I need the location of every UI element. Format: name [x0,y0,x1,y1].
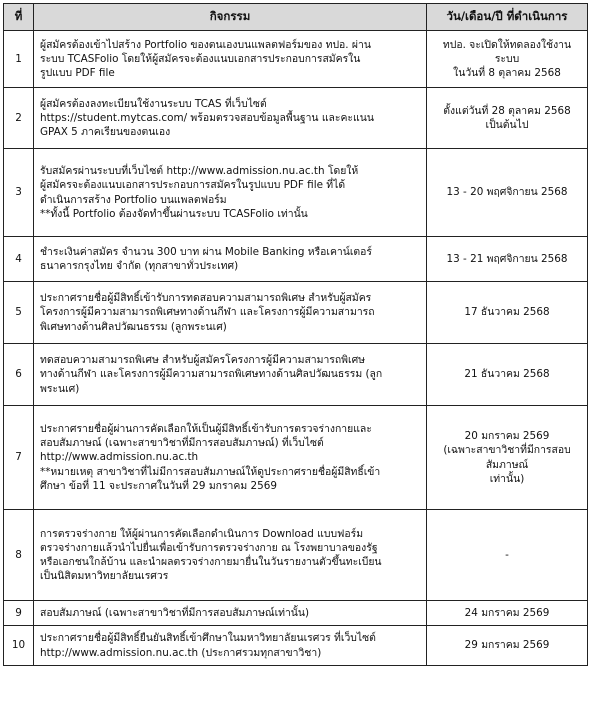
row-number: 2 [4,88,34,149]
date-cell [427,31,588,88]
date-line: ทปอ. จะเปิดให้ทดลองใช้งานระบบ [442,38,572,65]
header-row [4,4,588,31]
activity-cell [34,344,427,406]
header-activity: กิจกรรม [34,4,427,31]
header-date: วัน/เดือน/ปี ที่ดำเนินการ [427,4,588,31]
activity-line: ดำเนินการสร้าง Portfolio บนแพลตฟอร์ม [40,193,227,206]
table-row [4,626,588,666]
activity-cell [34,510,427,601]
table-row [4,31,588,88]
activity-line: ชำระเงินค่าสมัคร จำนวน 300 บาท ผ่าน Mobile Banking หรือเคาน์เตอร์ [40,245,372,258]
activity-line: https://student.mytcas.com/ พร้อมตรวจสอบข้อมูลพื้นฐาน และคะแนน [40,111,374,124]
table-row [4,406,588,510]
row-number: 6 [4,344,34,406]
activity-line: ศึกษา ข้อที่ 11 จะประกาศในวันที่ 29 มกราคม 2569 [40,479,277,492]
date-cell [427,237,588,282]
activity-line: การตรวจร่างกาย ให้ผู้ผ่านการคัดเลือกดำเนินการ Download แบบฟอร์ม [40,527,364,540]
date-line: (เฉพาะสาขาวิชาที่มีการสอบสัมภาษณ์ [443,444,571,471]
row-number: 4 [4,237,34,282]
row-number: 5 [4,282,34,344]
activity-line: ผู้สมัครต้องเข้าไปสร้าง Portfolio ของตนเองบนแพลตฟอร์มของ ทปอ. ผ่าน [40,38,371,51]
activity-cell [34,406,427,510]
activity-line: พระนเศ) [40,382,80,395]
activity-cell [34,149,427,237]
row-number: 3 [4,149,34,237]
activity-line: ตรวจร่างกายแล้วนำไปยื่นเพื่อเข้ารับการตรวจร่างกาย ณ โรงพยาบาลของรัฐ [40,541,378,554]
schedule-table [3,3,588,666]
date-line: - [505,548,509,561]
date-cell [427,344,588,406]
table-row [4,237,588,282]
activity-line: สอบสัมภาษณ์ (เฉพาะสาขาวิชาที่มีการสอบสัมภาษณ์) ที่เว็บไซต์ [40,437,324,450]
date-line: เป็นต้นไป [485,119,529,131]
date-line: 17 ธันวาคม 2568 [464,306,550,319]
date-line: 21 ธันวาคม 2568 [464,368,550,381]
date-cell [427,601,588,626]
activity-line: **หมายเหตุ สาขาวิชาที่ไม่มีการสอบสัมภาษณ์ให้ดูประกาศรายชื่อผู้มีสิทธิ์เข้า [40,465,381,478]
activity-line: ผู้สมัครจะต้องแนบเอกสารประกอบการสมัครในรูปแบบ PDF file ที่ได้ [40,179,346,192]
activity-cell [34,626,427,666]
date-line: เท่านั้น) [489,472,525,485]
date-cell [427,282,588,344]
date-line: ตั้งแต่วันที่ 28 ตุลาคม 2568 [443,104,571,117]
table-row [4,344,588,406]
table-row [4,149,588,237]
activity-cell [34,237,427,282]
table-row [4,282,588,344]
date-cell [427,149,588,237]
date-cell [427,88,588,149]
date-line: ในวันที่ 8 ตุลาคม 2568 [453,67,561,80]
activity-line: ทดสอบความสามารถพิเศษ สำหรับผู้สมัครโครงการผู้มีความสามารถพิเศษ [40,354,366,367]
table-row [4,601,588,626]
date-line: 13 - 21 พฤศจิกายน 2568 [446,252,568,265]
date-line: 13 - 20 พฤศจิกายน 2568 [446,186,568,199]
activity-line: รูปแบบ PDF file [40,67,115,80]
row-number: 7 [4,406,34,510]
activity-line: ระบบ TCASFolio โดยให้ผู้สมัครจะต้องแนบเอกสารประกอบการสมัครใน [40,52,361,65]
activity-line: พิเศษทางด้านศิลปวัฒนธรรม (ลูกพระนเศ) [40,320,227,333]
activity-line: สอบสัมภาษณ์ (เฉพาะสาขาวิชาที่มีการสอบสัมภาษณ์เท่านั้น) [40,606,310,619]
activity-line: โครงการผู้มีความสามารถพิเศษทางด้านกีฬา และโครงการผู้มีความสามารถ [40,306,375,319]
date-cell [427,510,588,601]
activity-line: หรือเอกชนใกล้บ้าน และนำผลตรวจร่างกายมายื่นในวันรายงานตัวขึ้นทะเบียน [40,556,382,568]
activity-cell [34,31,427,88]
table-row [4,510,588,601]
activity-line: ทางด้านกีฬา และโครงการผู้มีความสามารถพิเศษทางด้านศิลปวัฒนธรรม (ลูก [40,368,383,381]
date-line: 29 มกราคม 2569 [464,639,550,652]
activity-line: ประกาศรายชื่อผู้มีสิทธิ์ยืนยันสิทธิ์เข้าศึกษาในมหาวิทยาลัยนเรศวร ที่เว็บไซต์ [40,632,376,645]
date-line: 20 มกราคม 2569 [464,430,550,443]
activity-line: ประกาศรายชื่อผู้มีสิทธิ์เข้ารับการทดสอบความสามารถพิเศษ สำหรับผู้สมัคร [40,292,372,305]
activity-line: ธนาคารกรุงไทย จำกัด (ทุกสาขาทั่วประเทศ) [40,260,239,272]
activity-line: GPAX 5 ภาคเรียนของตนเอง [40,126,171,139]
activity-cell [34,601,427,626]
activity-line: เป็นนิสิตมหาวิทยาลัยนเรศวร [40,570,169,583]
activity-line: ผู้สมัครต้องลงทะเบียนใช้งานระบบ TCAS ที่เว็บไซต์ [40,97,267,110]
activity-cell [34,282,427,344]
row-number: 1 [4,31,34,88]
table-row [4,88,588,149]
header-no: ที่ [4,4,34,31]
activity-line: http://www.admission.nu.ac.th (ประกาศรวมทุกสาขาวิชา) [40,646,322,659]
date-line: 24 มกราคม 2569 [464,606,550,619]
activity-line: รับสมัครผ่านระบบที่เว็บไซต์ http://www.admission.nu.ac.th โดยให้ [40,165,359,178]
row-number: 8 [4,510,34,601]
row-number: 9 [4,601,34,626]
activity-line: **ทั้งนี้ Portfolio ต้องจัดทำขึ้นผ่านระบบ TCASFolio เท่านั้น [40,207,308,220]
date-cell [427,626,588,666]
activity-line: ประกาศรายชื่อผู้ผ่านการคัดเลือกให้เป็นผู้มีสิทธิ์เข้ารับการตรวจร่างกายและ [40,423,372,436]
activity-line: http://www.admission.nu.ac.th [40,451,199,464]
activity-cell [34,88,427,149]
row-number: 10 [4,626,34,666]
date-cell [427,406,588,510]
